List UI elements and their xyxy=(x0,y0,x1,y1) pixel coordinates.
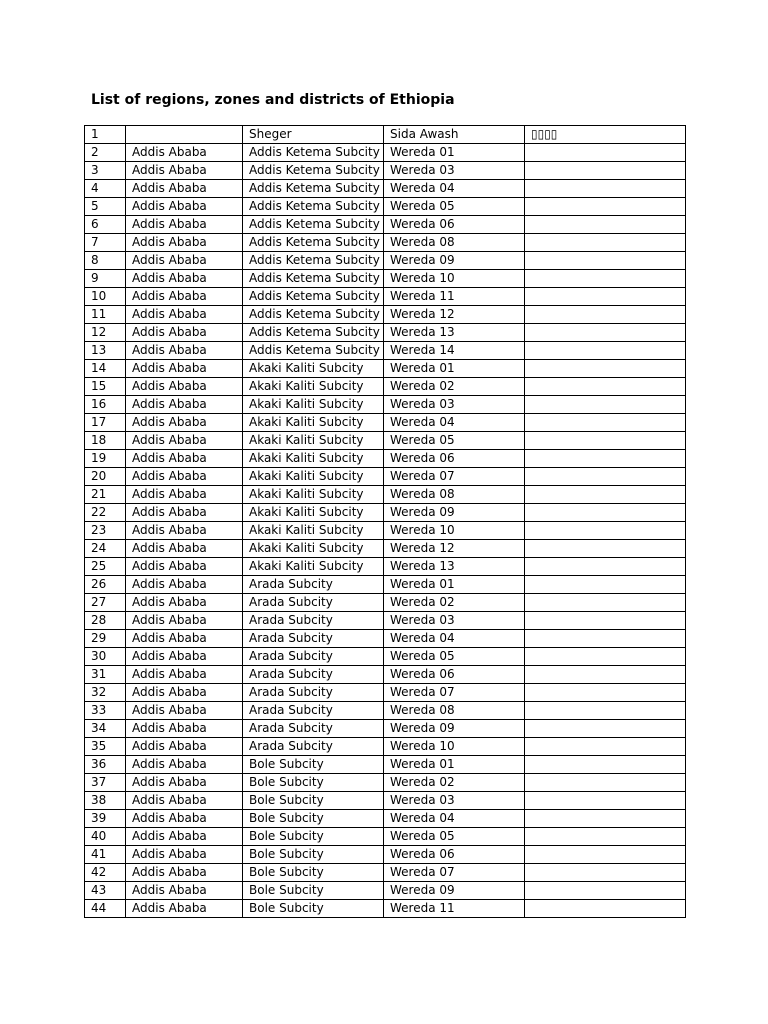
cell-district: Wereda 02 xyxy=(384,774,525,792)
cell-extra xyxy=(525,612,686,630)
cell-zone: Addis Ketema Subcity xyxy=(243,342,384,360)
cell-extra xyxy=(525,792,686,810)
cell-extra xyxy=(525,486,686,504)
cell-extra xyxy=(525,342,686,360)
table-row xyxy=(85,378,686,396)
cell-number: 1 xyxy=(85,126,126,144)
cell-extra xyxy=(525,162,686,180)
cell-extra xyxy=(525,396,686,414)
table-row xyxy=(85,684,686,702)
table-row xyxy=(85,198,686,216)
cell-district: Wereda 08 xyxy=(384,234,525,252)
cell-district: Wereda 09 xyxy=(384,882,525,900)
cell-region: Addis Ababa xyxy=(126,450,243,468)
table-row xyxy=(85,486,686,504)
table-row xyxy=(85,468,686,486)
cell-extra xyxy=(525,432,686,450)
cell-district: Wereda 11 xyxy=(384,900,525,918)
cell-district: Wereda 07 xyxy=(384,864,525,882)
cell-zone: Arada Subcity xyxy=(243,594,384,612)
cell-extra xyxy=(525,360,686,378)
cell-extra xyxy=(525,252,686,270)
cell-region: Addis Ababa xyxy=(126,864,243,882)
cell-zone: Bole Subcity xyxy=(243,828,384,846)
cell-zone: Addis Ketema Subcity xyxy=(243,162,384,180)
cell-zone: Akaki Kaliti Subcity xyxy=(243,450,384,468)
cell-number: 5 xyxy=(85,198,126,216)
cell-number: 35 xyxy=(85,738,126,756)
table-row xyxy=(85,324,686,342)
cell-district: Wereda 10 xyxy=(384,522,525,540)
cell-region: Addis Ababa xyxy=(126,846,243,864)
cell-region: Addis Ababa xyxy=(126,882,243,900)
cell-extra xyxy=(525,630,686,648)
table-row xyxy=(85,342,686,360)
cell-number: 4 xyxy=(85,180,126,198)
cell-number: 44 xyxy=(85,900,126,918)
table-row xyxy=(85,234,686,252)
cell-extra xyxy=(525,900,686,918)
cell-region: Addis Ababa xyxy=(126,144,243,162)
cell-zone: Bole Subcity xyxy=(243,756,384,774)
cell-zone: Akaki Kaliti Subcity xyxy=(243,504,384,522)
cell-number: 3 xyxy=(85,162,126,180)
cell-number: 33 xyxy=(85,702,126,720)
cell-region: Addis Ababa xyxy=(126,900,243,918)
cell-zone: Akaki Kaliti Subcity xyxy=(243,414,384,432)
cell-extra xyxy=(525,414,686,432)
table-row xyxy=(85,288,686,306)
regions-table xyxy=(84,125,686,918)
cell-number: 42 xyxy=(85,864,126,882)
cell-zone: Arada Subcity xyxy=(243,648,384,666)
cell-number: 9 xyxy=(85,270,126,288)
cell-extra xyxy=(525,270,686,288)
cell-region: Addis Ababa xyxy=(126,252,243,270)
cell-zone: Arada Subcity xyxy=(243,576,384,594)
cell-region: Addis Ababa xyxy=(126,666,243,684)
cell-extra xyxy=(525,504,686,522)
cell-district: Wereda 01 xyxy=(384,756,525,774)
cell-zone: Addis Ketema Subcity xyxy=(243,288,384,306)
cell-region: Addis Ababa xyxy=(126,198,243,216)
cell-extra xyxy=(525,522,686,540)
cell-extra xyxy=(525,666,686,684)
cell-region: Addis Ababa xyxy=(126,792,243,810)
cell-district: Wereda 04 xyxy=(384,810,525,828)
cell-zone: Akaki Kaliti Subcity xyxy=(243,360,384,378)
cell-district: Wereda 12 xyxy=(384,540,525,558)
cell-district: Wereda 12 xyxy=(384,306,525,324)
cell-zone: Akaki Kaliti Subcity xyxy=(243,486,384,504)
cell-district: Wereda 03 xyxy=(384,792,525,810)
cell-number: 18 xyxy=(85,432,126,450)
cell-zone: Addis Ketema Subcity xyxy=(243,306,384,324)
document-title: List of regions, zones and districts of Ethiopia xyxy=(91,92,455,108)
table-row xyxy=(85,828,686,846)
cell-extra xyxy=(525,450,686,468)
cell-region: Addis Ababa xyxy=(126,720,243,738)
cell-extra xyxy=(525,594,686,612)
cell-district: Wereda 06 xyxy=(384,216,525,234)
cell-number: 20 xyxy=(85,468,126,486)
cell-zone: Akaki Kaliti Subcity xyxy=(243,468,384,486)
cell-district: Wereda 13 xyxy=(384,324,525,342)
cell-district: Wereda 03 xyxy=(384,612,525,630)
cell-extra xyxy=(525,540,686,558)
table-row xyxy=(85,216,686,234)
cell-extra xyxy=(525,738,686,756)
cell-zone: Addis Ketema Subcity xyxy=(243,234,384,252)
cell-region: Addis Ababa xyxy=(126,648,243,666)
table-row xyxy=(85,810,686,828)
cell-zone: Bole Subcity xyxy=(243,882,384,900)
cell-extra xyxy=(525,324,686,342)
table-row xyxy=(85,792,686,810)
table-row xyxy=(85,720,686,738)
cell-number: 13 xyxy=(85,342,126,360)
table-row xyxy=(85,396,686,414)
cell-zone: Addis Ketema Subcity xyxy=(243,144,384,162)
cell-number: 39 xyxy=(85,810,126,828)
cell-region: Addis Ababa xyxy=(126,378,243,396)
table-row xyxy=(85,414,686,432)
table-row xyxy=(85,180,686,198)
cell-district: Wereda 04 xyxy=(384,180,525,198)
cell-number: 31 xyxy=(85,666,126,684)
cell-region: Addis Ababa xyxy=(126,756,243,774)
cell-region: Addis Ababa xyxy=(126,486,243,504)
table-row xyxy=(85,882,686,900)
table-row xyxy=(85,864,686,882)
cell-number: 41 xyxy=(85,846,126,864)
cell-region: Addis Ababa xyxy=(126,522,243,540)
cell-zone: Arada Subcity xyxy=(243,720,384,738)
cell-district: Wereda 06 xyxy=(384,666,525,684)
cell-zone: Akaki Kaliti Subcity xyxy=(243,558,384,576)
cell-extra xyxy=(525,720,686,738)
cell-region: Addis Ababa xyxy=(126,630,243,648)
table-row xyxy=(85,270,686,288)
cell-number: 21 xyxy=(85,486,126,504)
cell-region: Addis Ababa xyxy=(126,612,243,630)
cell-region: Addis Ababa xyxy=(126,324,243,342)
table-row xyxy=(85,594,686,612)
cell-extra xyxy=(525,216,686,234)
cell-district: Wereda 04 xyxy=(384,630,525,648)
cell-zone: Addis Ketema Subcity xyxy=(243,198,384,216)
cell-zone: Bole Subcity xyxy=(243,846,384,864)
cell-extra xyxy=(525,828,686,846)
cell-extra xyxy=(525,288,686,306)
cell-number: 43 xyxy=(85,882,126,900)
cell-number: 29 xyxy=(85,630,126,648)
cell-zone: Akaki Kaliti Subcity xyxy=(243,522,384,540)
cell-district: Sida Awash xyxy=(384,126,525,144)
cell-number: 25 xyxy=(85,558,126,576)
table-row xyxy=(85,306,686,324)
cell-zone: Arada Subcity xyxy=(243,702,384,720)
cell-district: Wereda 07 xyxy=(384,684,525,702)
cell-district: Wereda 08 xyxy=(384,702,525,720)
cell-number: 17 xyxy=(85,414,126,432)
cell-region: Addis Ababa xyxy=(126,738,243,756)
cell-zone: Arada Subcity xyxy=(243,666,384,684)
cell-district: Wereda 09 xyxy=(384,720,525,738)
cell-zone: Addis Ketema Subcity xyxy=(243,270,384,288)
cell-region: Addis Ababa xyxy=(126,306,243,324)
cell-district: Wereda 07 xyxy=(384,468,525,486)
cell-district: Wereda 13 xyxy=(384,558,525,576)
cell-district: Wereda 01 xyxy=(384,576,525,594)
cell-zone: Akaki Kaliti Subcity xyxy=(243,432,384,450)
cell-extra xyxy=(525,864,686,882)
cell-region: Addis Ababa xyxy=(126,288,243,306)
cell-district: Wereda 02 xyxy=(384,378,525,396)
cell-region: Addis Ababa xyxy=(126,774,243,792)
cell-number: 10 xyxy=(85,288,126,306)
cell-region: Addis Ababa xyxy=(126,414,243,432)
cell-zone: Addis Ketema Subcity xyxy=(243,324,384,342)
table-row xyxy=(85,450,686,468)
cell-region: Addis Ababa xyxy=(126,342,243,360)
cell-number: 19 xyxy=(85,450,126,468)
cell-number: 38 xyxy=(85,792,126,810)
cell-number: 12 xyxy=(85,324,126,342)
cell-extra xyxy=(525,468,686,486)
cell-district: Wereda 11 xyxy=(384,288,525,306)
cell-number: 24 xyxy=(85,540,126,558)
cell-zone: Addis Ketema Subcity xyxy=(243,252,384,270)
cell-region: Addis Ababa xyxy=(126,468,243,486)
cell-number: 2 xyxy=(85,144,126,162)
missing-glyph-text: ▯▯▯▯ xyxy=(531,127,558,141)
cell-zone: Bole Subcity xyxy=(243,900,384,918)
cell-number: 11 xyxy=(85,306,126,324)
cell-district: Wereda 08 xyxy=(384,486,525,504)
cell-zone: Bole Subcity xyxy=(243,864,384,882)
cell-extra xyxy=(525,198,686,216)
cell-zone: Arada Subcity xyxy=(243,630,384,648)
cell-number: 23 xyxy=(85,522,126,540)
cell-region: Addis Ababa xyxy=(126,216,243,234)
cell-number: 37 xyxy=(85,774,126,792)
cell-region: Addis Ababa xyxy=(126,810,243,828)
cell-region: Addis Ababa xyxy=(126,180,243,198)
cell-district: Wereda 06 xyxy=(384,450,525,468)
cell-region: Addis Ababa xyxy=(126,396,243,414)
cell-extra xyxy=(525,558,686,576)
table-row xyxy=(85,576,686,594)
cell-district: Wereda 01 xyxy=(384,360,525,378)
cell-district: Wereda 01 xyxy=(384,144,525,162)
table-row xyxy=(85,612,686,630)
cell-zone: Sheger xyxy=(243,126,384,144)
cell-extra xyxy=(525,576,686,594)
cell-region: Addis Ababa xyxy=(126,540,243,558)
table-row xyxy=(85,648,686,666)
cell-extra xyxy=(525,126,686,144)
cell-region xyxy=(126,126,243,144)
cell-region: Addis Ababa xyxy=(126,432,243,450)
cell-extra xyxy=(525,306,686,324)
cell-zone: Akaki Kaliti Subcity xyxy=(243,378,384,396)
cell-extra xyxy=(525,684,686,702)
cell-district: Wereda 05 xyxy=(384,648,525,666)
cell-zone: Arada Subcity xyxy=(243,684,384,702)
cell-zone: Bole Subcity xyxy=(243,774,384,792)
cell-number: 15 xyxy=(85,378,126,396)
cell-district: Wereda 10 xyxy=(384,738,525,756)
table-row xyxy=(85,630,686,648)
cell-number: 26 xyxy=(85,576,126,594)
cell-zone: Arada Subcity xyxy=(243,738,384,756)
cell-extra xyxy=(525,234,686,252)
cell-number: 8 xyxy=(85,252,126,270)
cell-region: Addis Ababa xyxy=(126,828,243,846)
table-row xyxy=(85,432,686,450)
table-row xyxy=(85,558,686,576)
table-row xyxy=(85,702,686,720)
table-body xyxy=(85,126,686,918)
table-row xyxy=(85,774,686,792)
cell-zone: Addis Ketema Subcity xyxy=(243,216,384,234)
cell-district: Wereda 04 xyxy=(384,414,525,432)
cell-district: Wereda 14 xyxy=(384,342,525,360)
cell-region: Addis Ababa xyxy=(126,162,243,180)
cell-number: 32 xyxy=(85,684,126,702)
cell-region: Addis Ababa xyxy=(126,558,243,576)
cell-district: Wereda 03 xyxy=(384,396,525,414)
cell-zone: Akaki Kaliti Subcity xyxy=(243,540,384,558)
table-row xyxy=(85,540,686,558)
cell-district: Wereda 06 xyxy=(384,846,525,864)
cell-number: 27 xyxy=(85,594,126,612)
cell-number: 16 xyxy=(85,396,126,414)
cell-extra xyxy=(525,378,686,396)
table-row xyxy=(85,360,686,378)
cell-district: Wereda 05 xyxy=(384,432,525,450)
table-row xyxy=(85,144,686,162)
cell-region: Addis Ababa xyxy=(126,684,243,702)
table-row xyxy=(85,162,686,180)
cell-extra xyxy=(525,702,686,720)
cell-extra xyxy=(525,882,686,900)
cell-region: Addis Ababa xyxy=(126,702,243,720)
cell-number: 7 xyxy=(85,234,126,252)
cell-extra xyxy=(525,756,686,774)
cell-extra xyxy=(525,144,686,162)
cell-zone: Arada Subcity xyxy=(243,612,384,630)
table-row xyxy=(85,666,686,684)
cell-district: Wereda 03 xyxy=(384,162,525,180)
cell-zone: Addis Ketema Subcity xyxy=(243,180,384,198)
cell-number: 40 xyxy=(85,828,126,846)
table-row xyxy=(85,756,686,774)
cell-region: Addis Ababa xyxy=(126,234,243,252)
table-row xyxy=(85,504,686,522)
cell-extra xyxy=(525,648,686,666)
cell-region: Addis Ababa xyxy=(126,576,243,594)
cell-number: 22 xyxy=(85,504,126,522)
cell-extra xyxy=(525,774,686,792)
table-row xyxy=(85,846,686,864)
cell-region: Addis Ababa xyxy=(126,360,243,378)
cell-extra xyxy=(525,810,686,828)
cell-zone: Akaki Kaliti Subcity xyxy=(243,396,384,414)
table-row xyxy=(85,522,686,540)
table-row xyxy=(85,738,686,756)
cell-district: Wereda 05 xyxy=(384,828,525,846)
cell-region: Addis Ababa xyxy=(126,270,243,288)
cell-extra xyxy=(525,846,686,864)
cell-region: Addis Ababa xyxy=(126,504,243,522)
cell-extra xyxy=(525,180,686,198)
cell-zone: Bole Subcity xyxy=(243,792,384,810)
table-row xyxy=(85,252,686,270)
cell-number: 28 xyxy=(85,612,126,630)
cell-zone: Bole Subcity xyxy=(243,810,384,828)
cell-district: Wereda 09 xyxy=(384,252,525,270)
cell-number: 34 xyxy=(85,720,126,738)
cell-number: 14 xyxy=(85,360,126,378)
table-row xyxy=(85,126,686,144)
cell-district: Wereda 05 xyxy=(384,198,525,216)
cell-number: 36 xyxy=(85,756,126,774)
cell-district: Wereda 09 xyxy=(384,504,525,522)
cell-district: Wereda 02 xyxy=(384,594,525,612)
cell-number: 30 xyxy=(85,648,126,666)
cell-district: Wereda 10 xyxy=(384,270,525,288)
cell-region: Addis Ababa xyxy=(126,594,243,612)
table-row xyxy=(85,900,686,918)
cell-number: 6 xyxy=(85,216,126,234)
